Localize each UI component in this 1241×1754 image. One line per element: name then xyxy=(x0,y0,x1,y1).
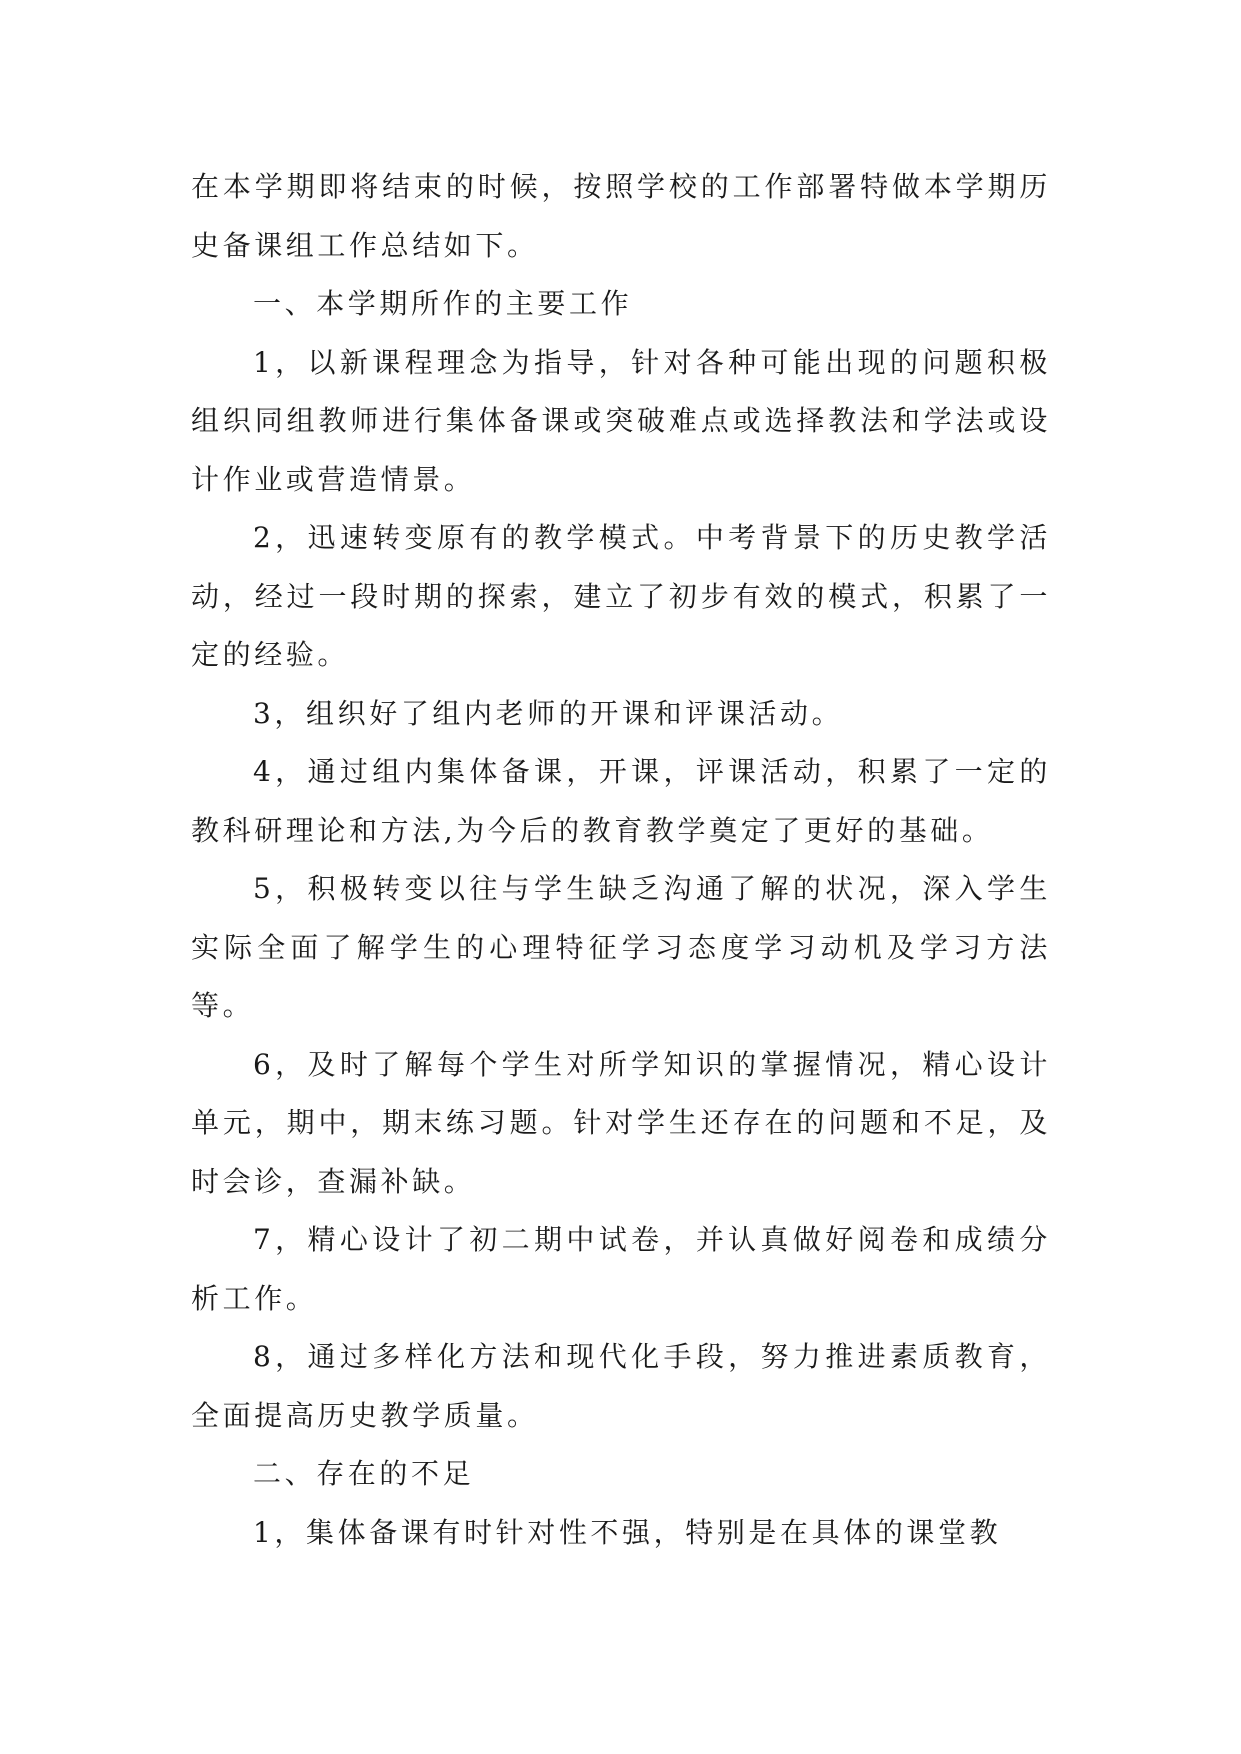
paragraph-item-7: 7，精心设计了初二期中试卷，并认真做好阅卷和成绩分析工作。 xyxy=(191,1223,1051,1315)
paragraph-item-3: 3，组织好了组内老师的开课和评课活动。 xyxy=(253,696,844,730)
section-heading-main-work: 一、本学期所作的主要工作 xyxy=(253,287,633,320)
paragraph-intro: 在本学期即将结束的时候，按照学校的工作部署特做本学期历史备课组工作总结如下。 xyxy=(191,170,1051,262)
paragraph-item-8: 8，通过多样化方法和现代化手段，努力推进素质教育，全面提高历史教学质量。 xyxy=(191,1340,1051,1432)
paragraph-item-1: 1，以新课程理念为指导，针对各种可能出现的问题积极组织同组教师进行集体备课或突破难点或选择教法和学法或设计作业或营造情景。 xyxy=(191,345,1051,496)
paragraph-item-4: 4，通过组内集体备课，开课，评课活动，积累了一定的教科研理论和方法,为今后的教育教学奠定了更好的基础。 xyxy=(191,755,1051,847)
paragraph-item-2: 2，迅速转变原有的教学模式。中考背景下的历史教学活动，经过一段时期的探索，建立了初步有效的模式，积累了一定的经验。 xyxy=(191,521,1051,671)
paragraph-shortcoming-1: 1，集体备课有时针对性不强，特别是在具体的课堂教 xyxy=(253,1515,1002,1549)
document-body xyxy=(191,158,1051,1562)
paragraph-item-6: 6，及时了解每个学生对所学知识的掌握情况，精心设计单元，期中，期末练习题。针对学生还存在的问题和不足，及时会诊，查漏补缺。 xyxy=(191,1047,1051,1198)
section-heading-shortcomings: 二、存在的不足 xyxy=(253,1457,475,1490)
paragraph-item-5: 5，积极转变以往与学生缺乏沟通了解的状况，深入学生实际全面了解学生的心理特征学习态度学习动机及学习方法等。 xyxy=(191,872,1051,1022)
